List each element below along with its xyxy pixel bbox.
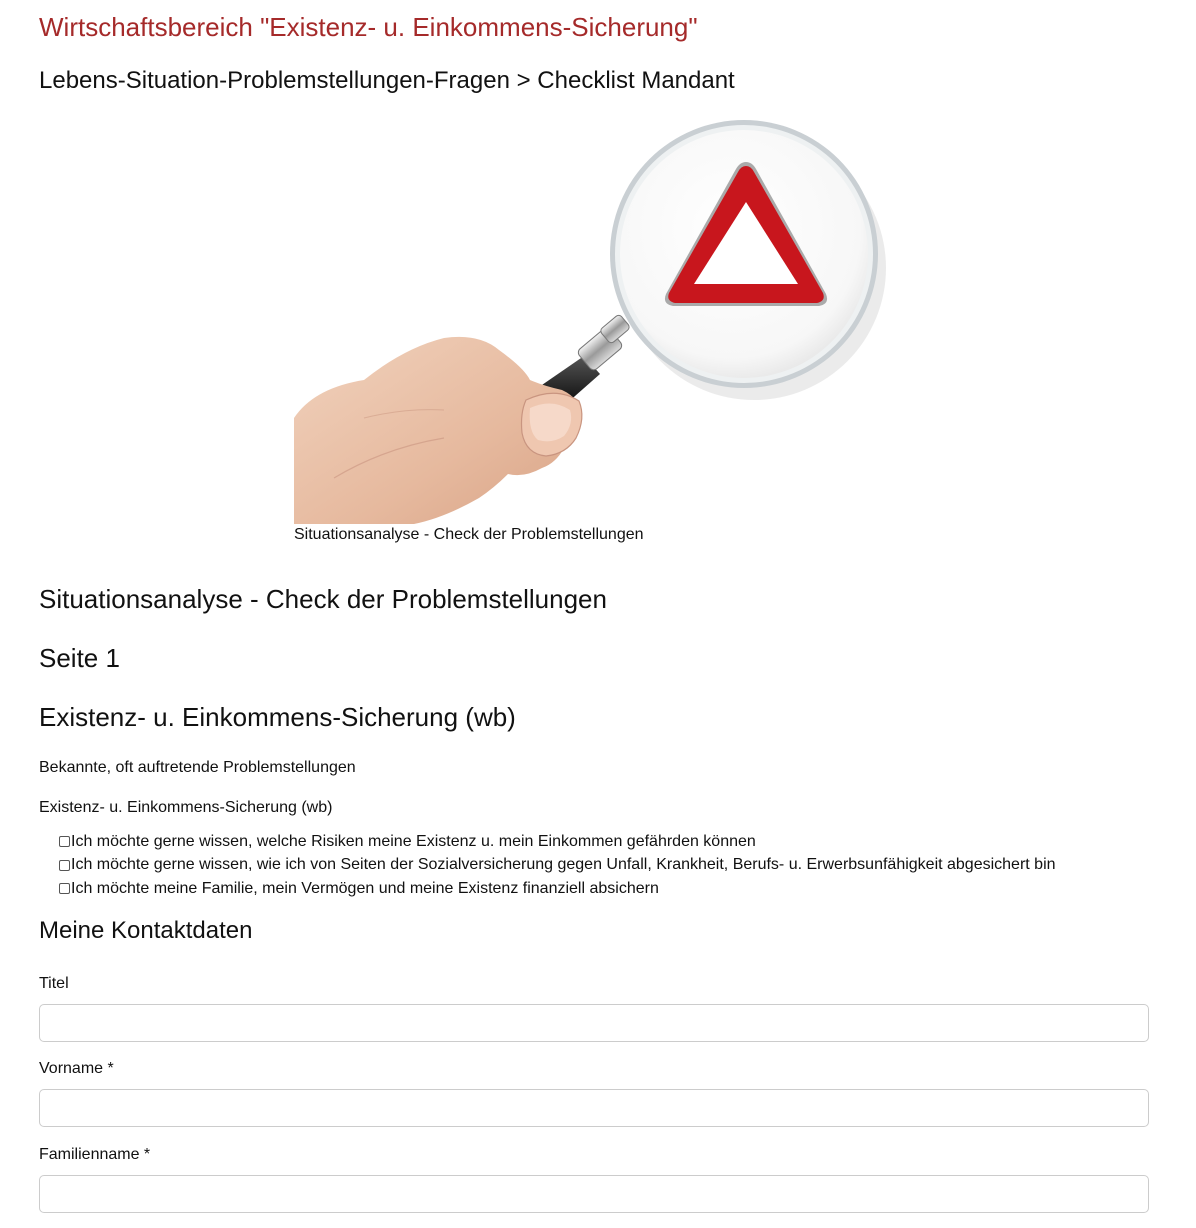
checkbox-label[interactable]: Ich möchte gerne wissen, wie ich von Seiten der Sozialversicherung gegen Unfall, Krankheit, Berufs- u. Erwerbsunfähigkeit abgesichert bin [71,856,1056,874]
familienname-input[interactable] [39,1175,1149,1213]
titel-input[interactable] [39,1004,1149,1042]
titel-label: Titel [39,975,69,992]
heading-contact: Meine Kontaktdaten [39,917,253,944]
magnifying-glass-illustration [294,118,894,524]
checkbox-secure-family[interactable] [59,883,70,894]
vorname-input[interactable] [39,1089,1149,1127]
checkbox-item[interactable] [59,877,1056,901]
checkbox-label[interactable]: Ich möchte meine Familie, mein Vermögen und meine Existenz finanziell absichern [71,879,659,897]
hero-figure [294,118,894,548]
heading-situationsanalyse: Situationsanalyse - Check der Problemstellungen [39,584,607,614]
checkbox-item[interactable] [59,830,1056,854]
checkbox-item[interactable] [59,854,1056,878]
heading-area: Existenz- u. Einkommens-Sicherung (wb) [39,702,516,732]
checkbox-social-insurance[interactable] [59,860,70,871]
intro-text: Bekannte, oft auftretende Problemstellungen [39,759,356,776]
familienname-label: Familienname * [39,1146,151,1163]
vorname-label: Vorname * [39,1060,114,1077]
figure-caption: Situationsanalyse - Check der Problemstellungen [294,526,644,543]
hand [294,337,582,524]
breadcrumb: Lebens-Situation-Problemstellungen-Fragen > Checklist Mandant [39,67,735,94]
heading-page-number: Seite 1 [39,643,120,673]
checkbox-group-label: Existenz- u. Einkommens-Sicherung (wb) [39,799,333,816]
checkbox-risks[interactable] [59,836,70,847]
checkbox-label[interactable]: Ich möchte gerne wissen, welche Risiken meine Existenz u. mein Einkommen gefährden können [71,832,756,850]
checkbox-list [59,830,1056,901]
section-title: Wirtschaftsbereich "Existenz- u. Einkommens-Sicherung" [39,12,698,42]
